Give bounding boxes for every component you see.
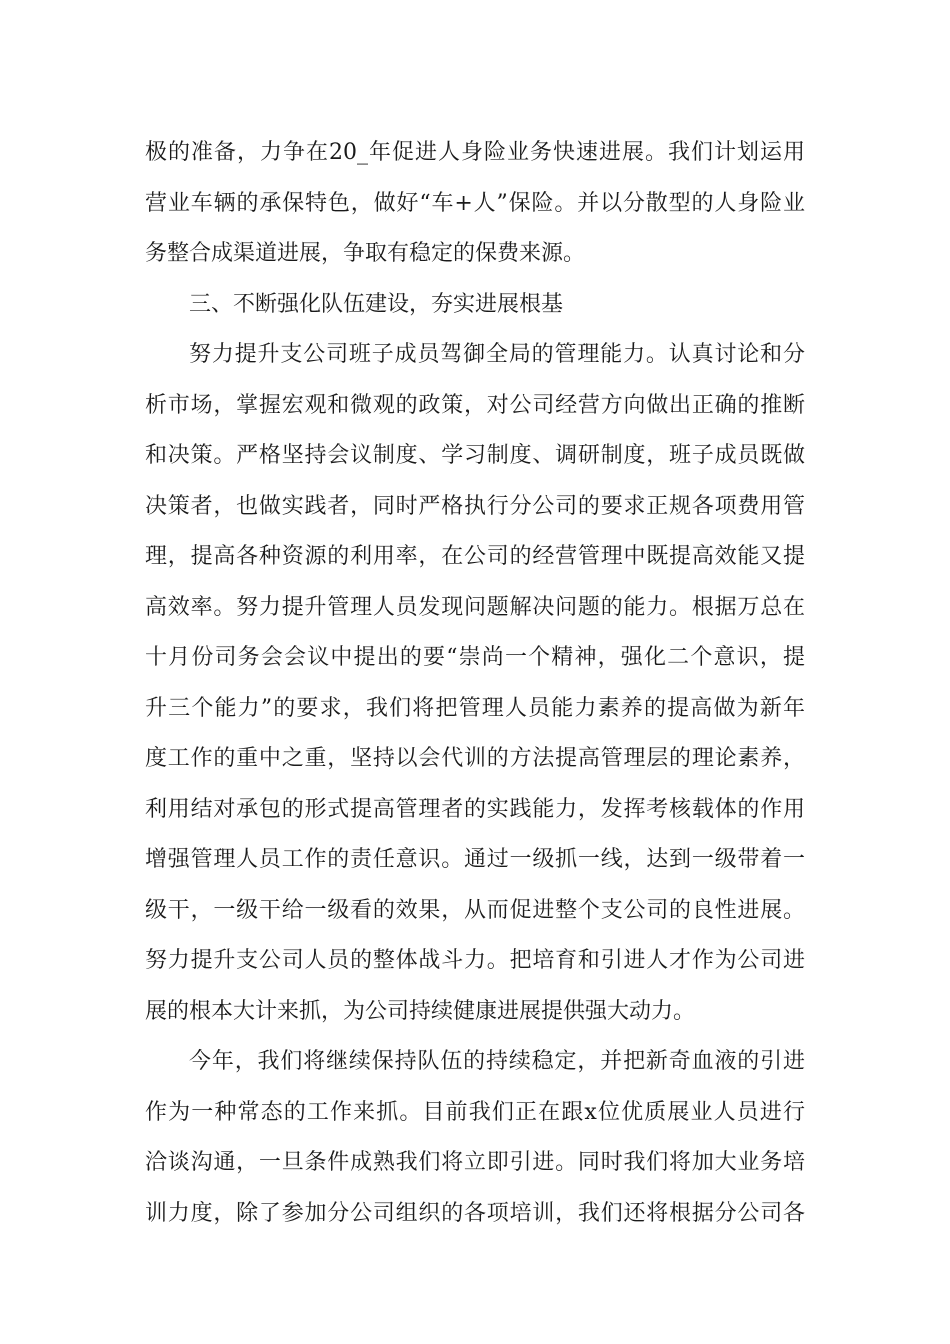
text-line: 营业车辆的承保特色，做好“车+人”保险。并以分散型的人身险业 — [145, 190, 805, 216]
document-body — [145, 128, 805, 1239]
text-line: 努力提升支公司班子成员驾御全局的管理能力。认真讨论和分 — [189, 342, 805, 367]
text-line: 升三个能力”的要求，我们将把管理人员能力素养的提高做为新年 — [145, 695, 805, 721]
text-line: 极的准备，力争在20_年促进人身险业务快速进展。我们计划运用 — [145, 140, 805, 165]
text-line: 高效率。努力提升管理人员发现问题解决问题的能力。根据万总在 — [145, 594, 805, 620]
text-line: 训力度，除了参加分公司组织的各项培训，我们还将根据分公司各 — [145, 1200, 805, 1226]
text-line: 作为一种常态的工作来抓。目前我们正在跟x位优质展业人员进行 — [145, 1099, 805, 1125]
text-line: 务整合成渠道进展，争取有稳定的保费来源。 — [145, 241, 586, 266]
text-line: 十月份司务会会议中提出的要“崇尚一个精神，强化二个意识，提 — [145, 645, 805, 670]
text-line: 今年，我们将继续保持队伍的持续稳定，并把新奇血液的引进 — [189, 1049, 805, 1074]
text-line: 析市场，掌握宏观和微观的政策，对公司经营方向做出正确的推断 — [145, 392, 805, 418]
text-line: 度工作的重中之重，坚持以会代训的方法提高管理层的理论素养， — [145, 746, 805, 771]
text-line: 增强管理人员工作的责任意识。通过一级抓一线，达到一级带着一 — [145, 847, 805, 872]
text-line: 决策者，也做实践者，同时严格执行分公司的要求正规各项费用管 — [145, 493, 805, 519]
text-line: 和决策。严格坚持会议制度、学习制度、调研制度，班子成员既做 — [145, 443, 805, 468]
text-line: 利用结对承包的形式提高管理者的实践能力，发挥考核载体的作用 — [145, 796, 805, 822]
text-line: 洽谈沟通，一旦条件成熟我们将立即引进。同时我们将加大业务培 — [145, 1150, 805, 1175]
text-line: 理，提高各种资源的利用率，在公司的经营管理中既提高效能又提 — [145, 544, 805, 569]
text-line: 三、不断强化队伍建设，夯实进展根基 — [189, 291, 564, 317]
text-line: 努力提升支公司人员的整体战斗力。把培育和引进人才作为公司进 — [145, 948, 805, 973]
text-line: 级干，一级干给一级看的效果，从而促进整个支公司的良性进展。 — [145, 897, 805, 923]
text-line: 展的根本大计来抓，为公司持续健康进展提供强大动力。 — [145, 998, 696, 1024]
